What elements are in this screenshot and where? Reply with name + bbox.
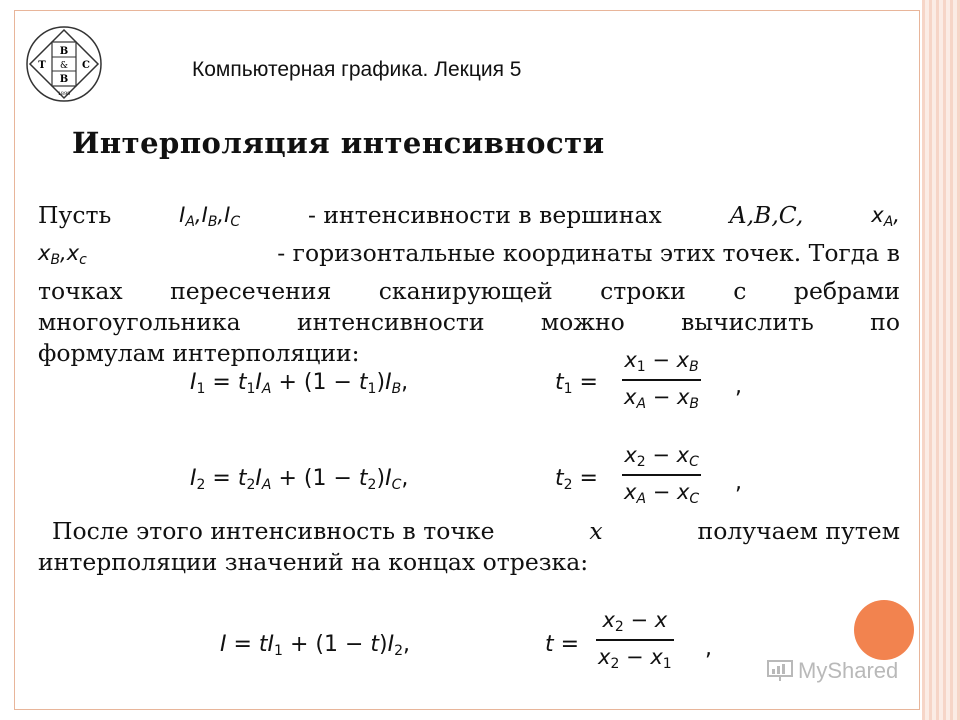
presentation-icon [766, 659, 794, 683]
logo-caption: 1898 [57, 91, 71, 97]
coord-xb-xc: $x_B,x_c$ [38, 241, 87, 268]
formula-t2-comma: , [735, 470, 742, 495]
para1-line2: $x_B,x_c$ - горизонтальные координаты этих точек. Тогда в [38, 238, 900, 276]
para1-line4: многоугольника интенсивности можно вычислить по [38, 308, 900, 336]
formula-t2-fraction: $x_2 - x_C$ $x_A - x_C$ [624, 443, 700, 507]
formula-t1-comma: , [735, 374, 742, 399]
formula-t1-lhs: $t_1$ = [555, 370, 598, 397]
watermark [766, 658, 898, 684]
course-title: Компьютерная графика. Лекция 5 [192, 58, 522, 81]
formula-t2-lhs: $t_2$ = [555, 466, 598, 493]
point-x: x [589, 517, 603, 545]
decorative-stripes [922, 0, 960, 720]
slide-heading: Интерполяция интенсивности [72, 126, 605, 160]
para2-line2: интерполяции значений на концах отрезка: [38, 548, 589, 576]
formula-t-lhs: t = [545, 632, 580, 657]
formula-t-fraction: $x_2 - x$ $x_2 - x_1$ [598, 608, 672, 672]
para1-line3: точках пересечения сканирующей строки с ребрами [38, 277, 900, 305]
vertex-labels: A,B,C, [729, 201, 804, 229]
paragraph-interpolation [38, 516, 900, 578]
logo-letter-top: B [59, 46, 69, 57]
formula-i2: $I_2 = t_2I_A + (1 - t_2)I_C$, [190, 466, 409, 493]
formula-t1-fraction: $x_1 - x_B$ $x_A - x_B$ [624, 348, 700, 412]
watermark-text: MyShared [798, 658, 899, 683]
formula-i: $I = tI_1 + (1 - t)I_2$, [220, 632, 411, 659]
para1-line5: формулам интерполяции: [38, 339, 360, 367]
para2-line1: После этого интенсивность в точке x получаем путем [52, 517, 900, 545]
logo-letter-right: C [82, 60, 90, 71]
logo-letter-left: T [38, 60, 46, 71]
logo-ampersand: & [59, 61, 69, 71]
formula-t-comma: , [705, 636, 712, 661]
coord-xa: $x_A$, [871, 203, 900, 230]
paragraph-intro [38, 200, 900, 369]
logo-letter-bottom: B [59, 74, 69, 85]
para1-line1: Пусть $I_A,I_B,I_C$ - интенсивности в вершинах A,B,C, $x_A$, [38, 200, 900, 238]
formula-i1: $I_1 = t_1I_A + (1 - t_1)I_B$, [190, 370, 409, 397]
decorative-orange-circle [854, 600, 914, 660]
intensity-symbols: $I_A,I_B,I_C$ [179, 203, 241, 230]
university-logo [24, 24, 104, 104]
